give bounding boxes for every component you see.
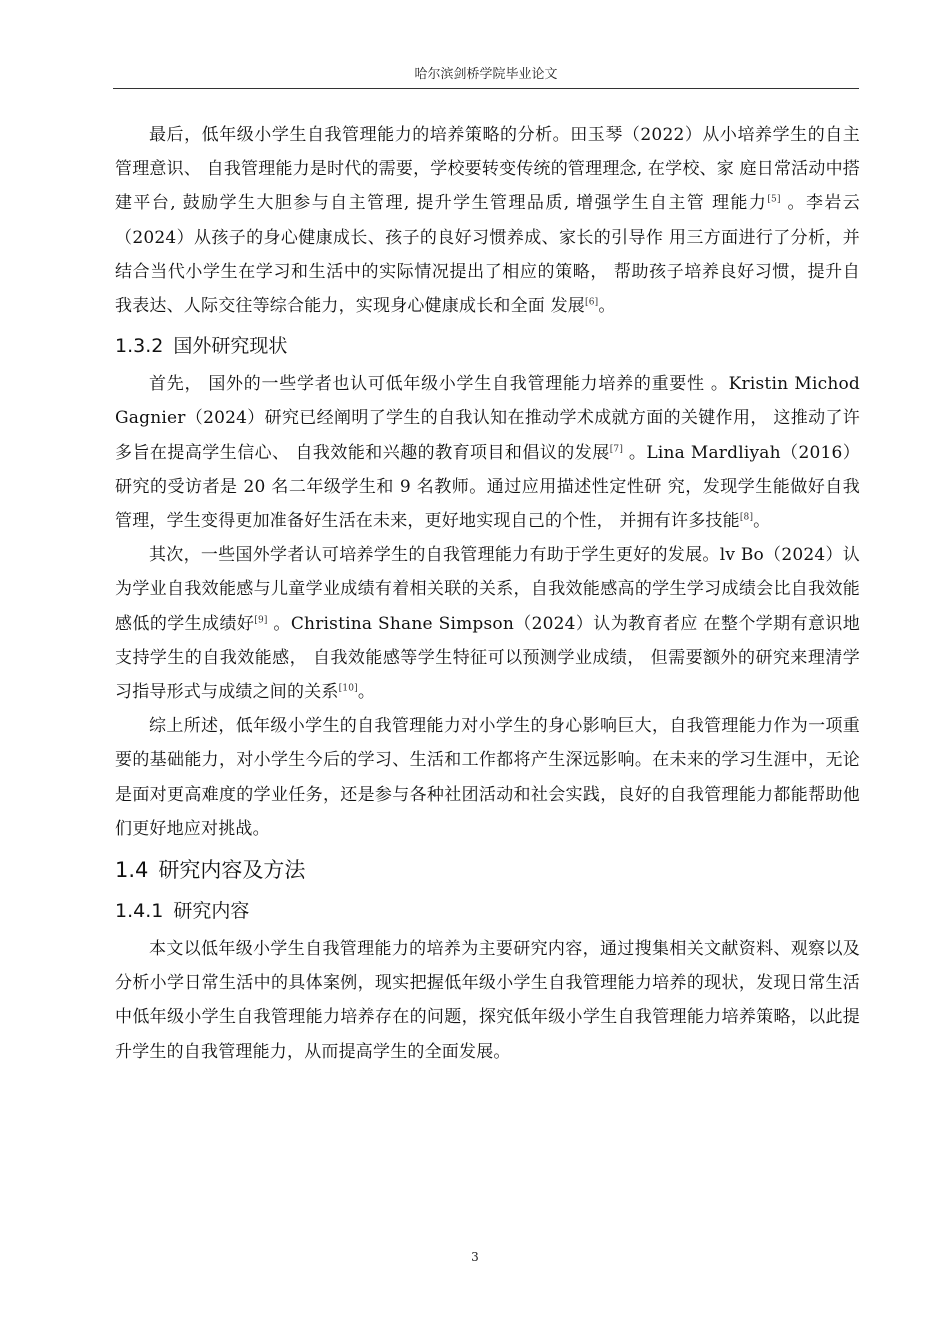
section-title: 研究内容 bbox=[173, 900, 250, 923]
section-title: 研究内容及方法 bbox=[158, 858, 306, 883]
citation-ref: [7] bbox=[609, 443, 624, 454]
citation-ref: [8] bbox=[739, 512, 754, 523]
text: 本文以低年级小学生自我管理能力的培养为主要研究内容，通过搜集相关文献资料、观察以及分析小学日常生活中的具体案例，现实把握低年级小学生自我管理能力培养的现状，发现日常生活中低年级小学生自我管理能力培养存在的问题，探究低年级小学生自我管理能力培养策略，以此提升学生的自我管理能力，从而提高学生的全面发展。 bbox=[115, 939, 860, 1062]
section-heading-1-3-2 bbox=[115, 329, 860, 363]
citation-ref: [10] bbox=[338, 683, 358, 694]
text: 。Lina Mardliyah（2016）研究的受访者是 20 名二年级学生和 9 名教师。通过应用描述性定性研 究，发现学生能做好自我管理，学生变得更加准备好生活在未来，更好地实现自己的个性， 并拥有许多技能 bbox=[115, 442, 860, 532]
page-number: 3 bbox=[471, 1250, 479, 1264]
text: 综上所述，低年级小学生的自我管理能力对小学生的身心影响巨大，自我管理能力作为一项重要的基础能力，对小学生今后的学习、生活和工作都将产生深远影响。在未来的学习生涯中，无论是面对更高难度的学业任务，还是参与各种社团活动和社会实践，良好的自我管理能力都能帮助他们更好地应对挑战。 bbox=[115, 716, 860, 839]
text: 。 bbox=[598, 296, 616, 317]
text: 。 bbox=[357, 682, 376, 703]
section-heading-1-4-1 bbox=[115, 894, 860, 928]
header-rule bbox=[113, 88, 859, 89]
running-header: 哈尔滨剑桥学院毕业论文 bbox=[414, 67, 558, 82]
paragraph-strategy-analysis bbox=[115, 118, 860, 323]
section-number: 1.4.1 bbox=[115, 900, 164, 923]
text: 首先， 国外的一些学者也认可低年级小学生自我管理能力培养的重要性 。Kristin Michod Gagnier（2024）研究已经阐明了学生的自我认知在推动学术成就方面的关键作用， 这推动了许多旨在提高学生信心、 自我效能和兴趣的教育项目和倡议的发展 bbox=[115, 374, 860, 463]
text: 。 bbox=[753, 511, 771, 532]
text: 最后，低年级小学生自我管理能力的培养策略的分析。田玉琴（2022）从小培养学生的自主管理意识、 自我管理能力是时代的需要，学校要转变传统的管理理念, 在学校、家 庭日常活动中搭建平台, 鼓励学生大胆参与自主管理, 提升学生管理品质, 增强学生自主管 理能力 bbox=[115, 125, 860, 214]
paragraph-summary bbox=[115, 709, 860, 846]
citation-ref: [9] bbox=[254, 614, 268, 625]
text: 。李岩云（2024）从孩子的身心健康成长、孩子的良好习惯养成、家长的引导作 用三方面进行了分析，并结合当代小学生在学习和生活中的实际情况提出了相应的策略， 帮助孩子培养良好习惯，提升自我表达、人际交往等综合能力，实现身心健康成长和全面 发展 bbox=[115, 193, 861, 317]
paragraph-foreign-research-second bbox=[115, 538, 860, 709]
section-number: 1.3.2 bbox=[115, 335, 164, 358]
paragraph-research-content bbox=[115, 932, 860, 1069]
section-title: 国外研究现状 bbox=[173, 335, 288, 358]
page-content bbox=[115, 118, 860, 1069]
citation-ref: [6] bbox=[585, 297, 599, 308]
citation-ref: [5] bbox=[767, 194, 781, 205]
text: 其次，一些国外学者认可培养学生的自我管理能力有助于学生更好的发展。lv Bo（2024）认为学业自我效能感与儿童学业成绩有着相关联的关系，自我效能感高的学生学习成绩会比自我效能感低的学生成绩好 bbox=[115, 545, 860, 634]
section-heading-1-4 bbox=[115, 852, 860, 888]
text: 。Christina Shane Simpson（2024）认为教育者应 在整个学期有意识地支持学生的自我效能感， 自我效能感等学生特征可以预测学业成绩， 但需要额外的研究来理清学习指导形式与成绩之间的关系 bbox=[115, 613, 860, 703]
paragraph-foreign-research-first bbox=[115, 367, 860, 538]
section-number: 1.4 bbox=[115, 858, 149, 883]
